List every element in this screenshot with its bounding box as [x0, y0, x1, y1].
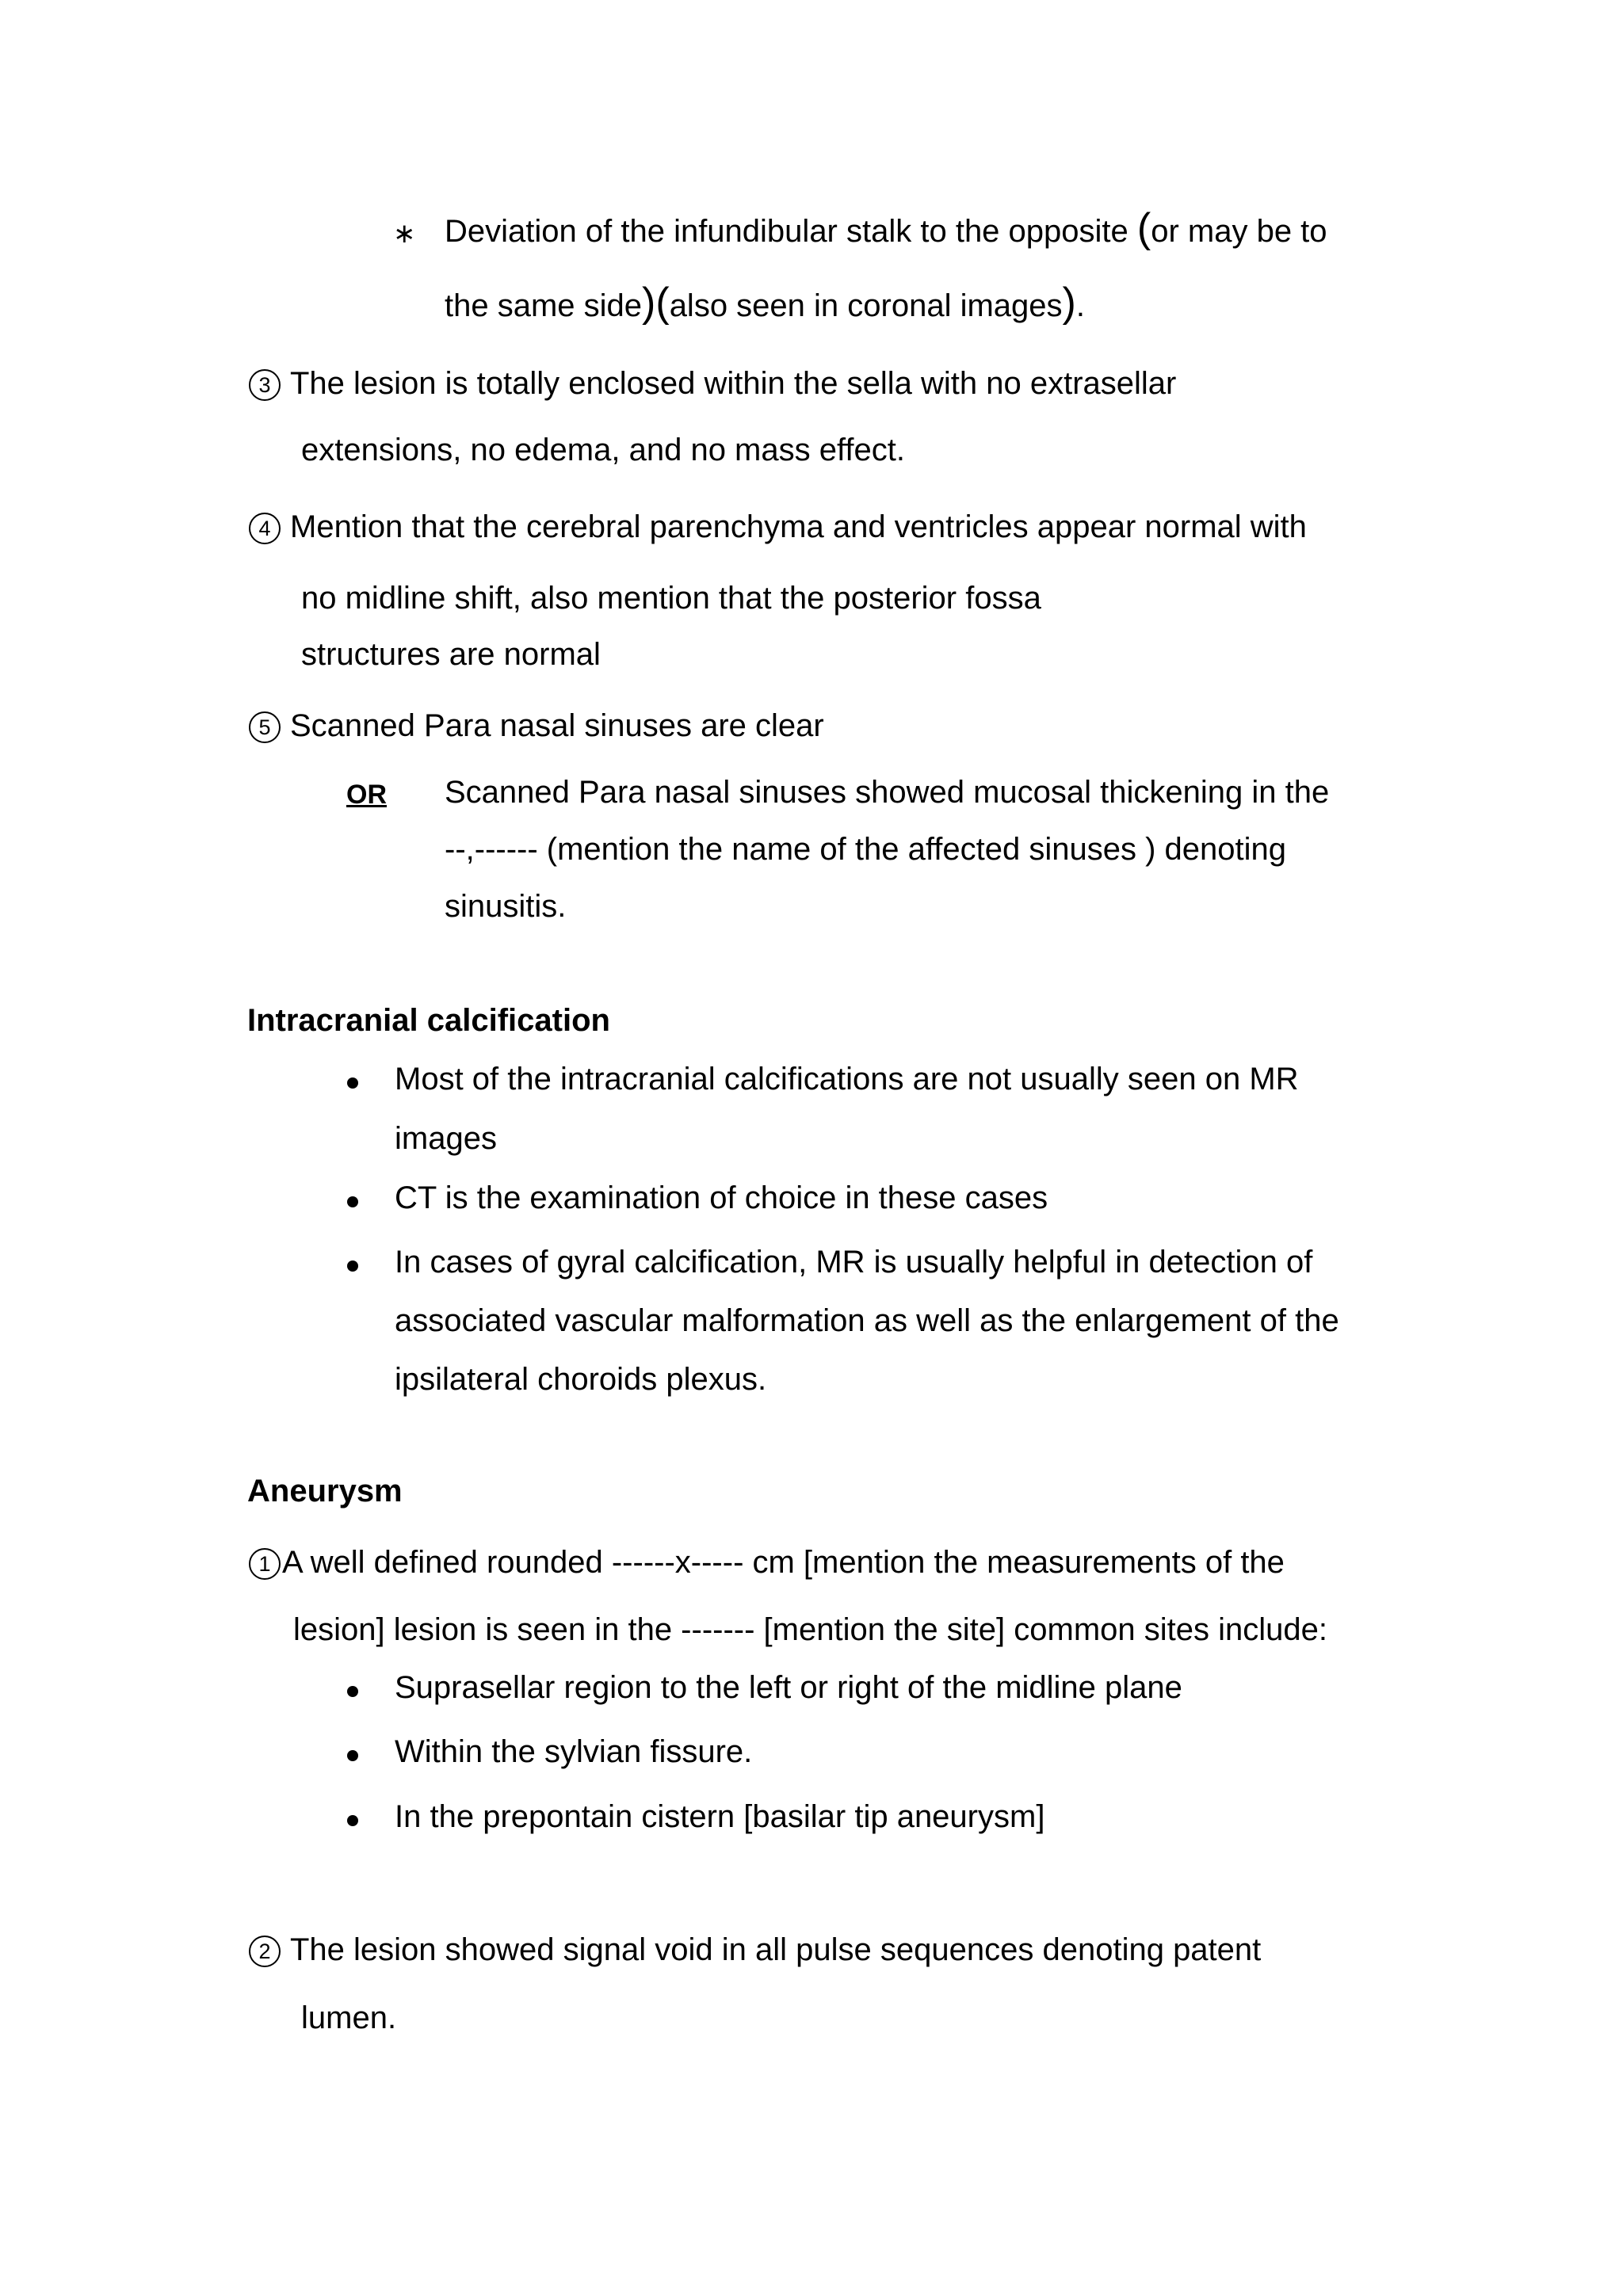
bullet-dot [347, 1815, 358, 1826]
calc-bullet-3-line-3: ipsilateral choroids plexus. [395, 1362, 767, 1397]
calc-bullet-1-line-2: images [395, 1121, 497, 1156]
calc-bullet-1-line-1: Most of the intracranial calcifications are not usually seen on MR [395, 1062, 1299, 1097]
stalk-text-b: or may be to [1151, 214, 1327, 249]
aneurysm-item-1-line-1 [249, 1543, 1285, 1581]
aneurysm-site-1: Suprasellar region to the left or right of the midline plane [395, 1670, 1182, 1705]
item-4-line-2: no midline shift, also mention that the posterior fossa [301, 581, 1041, 616]
calc-bullet-2: CT is the examination of choice in these cases [395, 1180, 1048, 1215]
item-4-line-1 [249, 508, 1307, 546]
aneurysm-item-2-text: The lesion showed signal void in all pulse sequences denoting patent [290, 1932, 1262, 1967]
item-4-line-3: structures are normal [301, 637, 601, 672]
item-3-line-1 [249, 364, 1176, 402]
aneurysm-heading: Aneurysm [247, 1474, 403, 1508]
circled-number-1: 1 [249, 1548, 281, 1580]
stalk-text-a: Deviation of the infundibular stalk to the opposite [445, 214, 1137, 249]
bullet-dot [347, 1261, 358, 1272]
calc-bullet-3-line-1: In cases of gyral calcification, MR is usually helpful in detection of [395, 1245, 1313, 1280]
stalk-text-c: the same side [445, 288, 643, 323]
paren-close: ) [1062, 280, 1076, 326]
or-label: OR [346, 780, 387, 810]
aneurysm-item-1-line-2: lesion] lesion is seen in the ------- [mention the site] common sites include: [293, 1612, 1327, 1647]
stalk-text-end: . [1075, 288, 1085, 323]
item-5-line-1 [249, 707, 824, 745]
stalk-deviation-line-2 [445, 282, 1085, 325]
star-bullet: ∗ [393, 219, 416, 249]
paren-open: ( [655, 280, 670, 326]
or-line-1: Scanned Para nasal sinuses showed mucosal thickening in the [445, 775, 1330, 810]
aneurysm-site-2: Within the sylvian fissure. [395, 1734, 753, 1769]
paren-close: ) [642, 280, 656, 326]
circled-number-2: 2 [249, 1936, 281, 1967]
aneurysm-site-3: In the prepontain cistern [basilar tip aneurysm] [395, 1799, 1045, 1834]
bullet-dot [347, 1686, 358, 1697]
item-5-text: Scanned Para nasal sinuses are clear [290, 708, 824, 743]
stalk-deviation-line-1 [445, 205, 1327, 251]
bullet-dot [347, 1196, 358, 1207]
or-line-2: --,------ (mention the name of the affected sinuses ) denoting [445, 832, 1286, 867]
stalk-text-d: also seen in coronal images [669, 288, 1063, 323]
item-3-line-2: extensions, no edema, and no mass effect. [301, 433, 905, 467]
circled-number-5: 5 [249, 711, 281, 743]
bullet-dot [347, 1077, 358, 1089]
item-4-text: Mention that the cerebral parenchyma and ventricles appear normal with [290, 509, 1307, 544]
circled-number-3: 3 [249, 369, 281, 401]
calc-bullet-3-line-2: associated vascular malformation as well as the enlargement of the [395, 1303, 1339, 1338]
paren-open: ( [1136, 205, 1151, 251]
bullet-dot [347, 1750, 358, 1761]
aneurysm-item-1-text: A well defined rounded ------x----- cm [mention the measurements of the [282, 1545, 1285, 1580]
aneurysm-item-2-line-1 [249, 1931, 1261, 1969]
item-3-text: The lesion is totally enclosed within the sella with no extrasellar [290, 366, 1177, 401]
circled-number-4: 4 [249, 513, 281, 544]
aneurysm-item-2-line-2: lumen. [301, 2000, 397, 2035]
calcification-heading: Intracranial calcification [247, 1003, 610, 1038]
or-line-3: sinusitis. [445, 889, 567, 924]
